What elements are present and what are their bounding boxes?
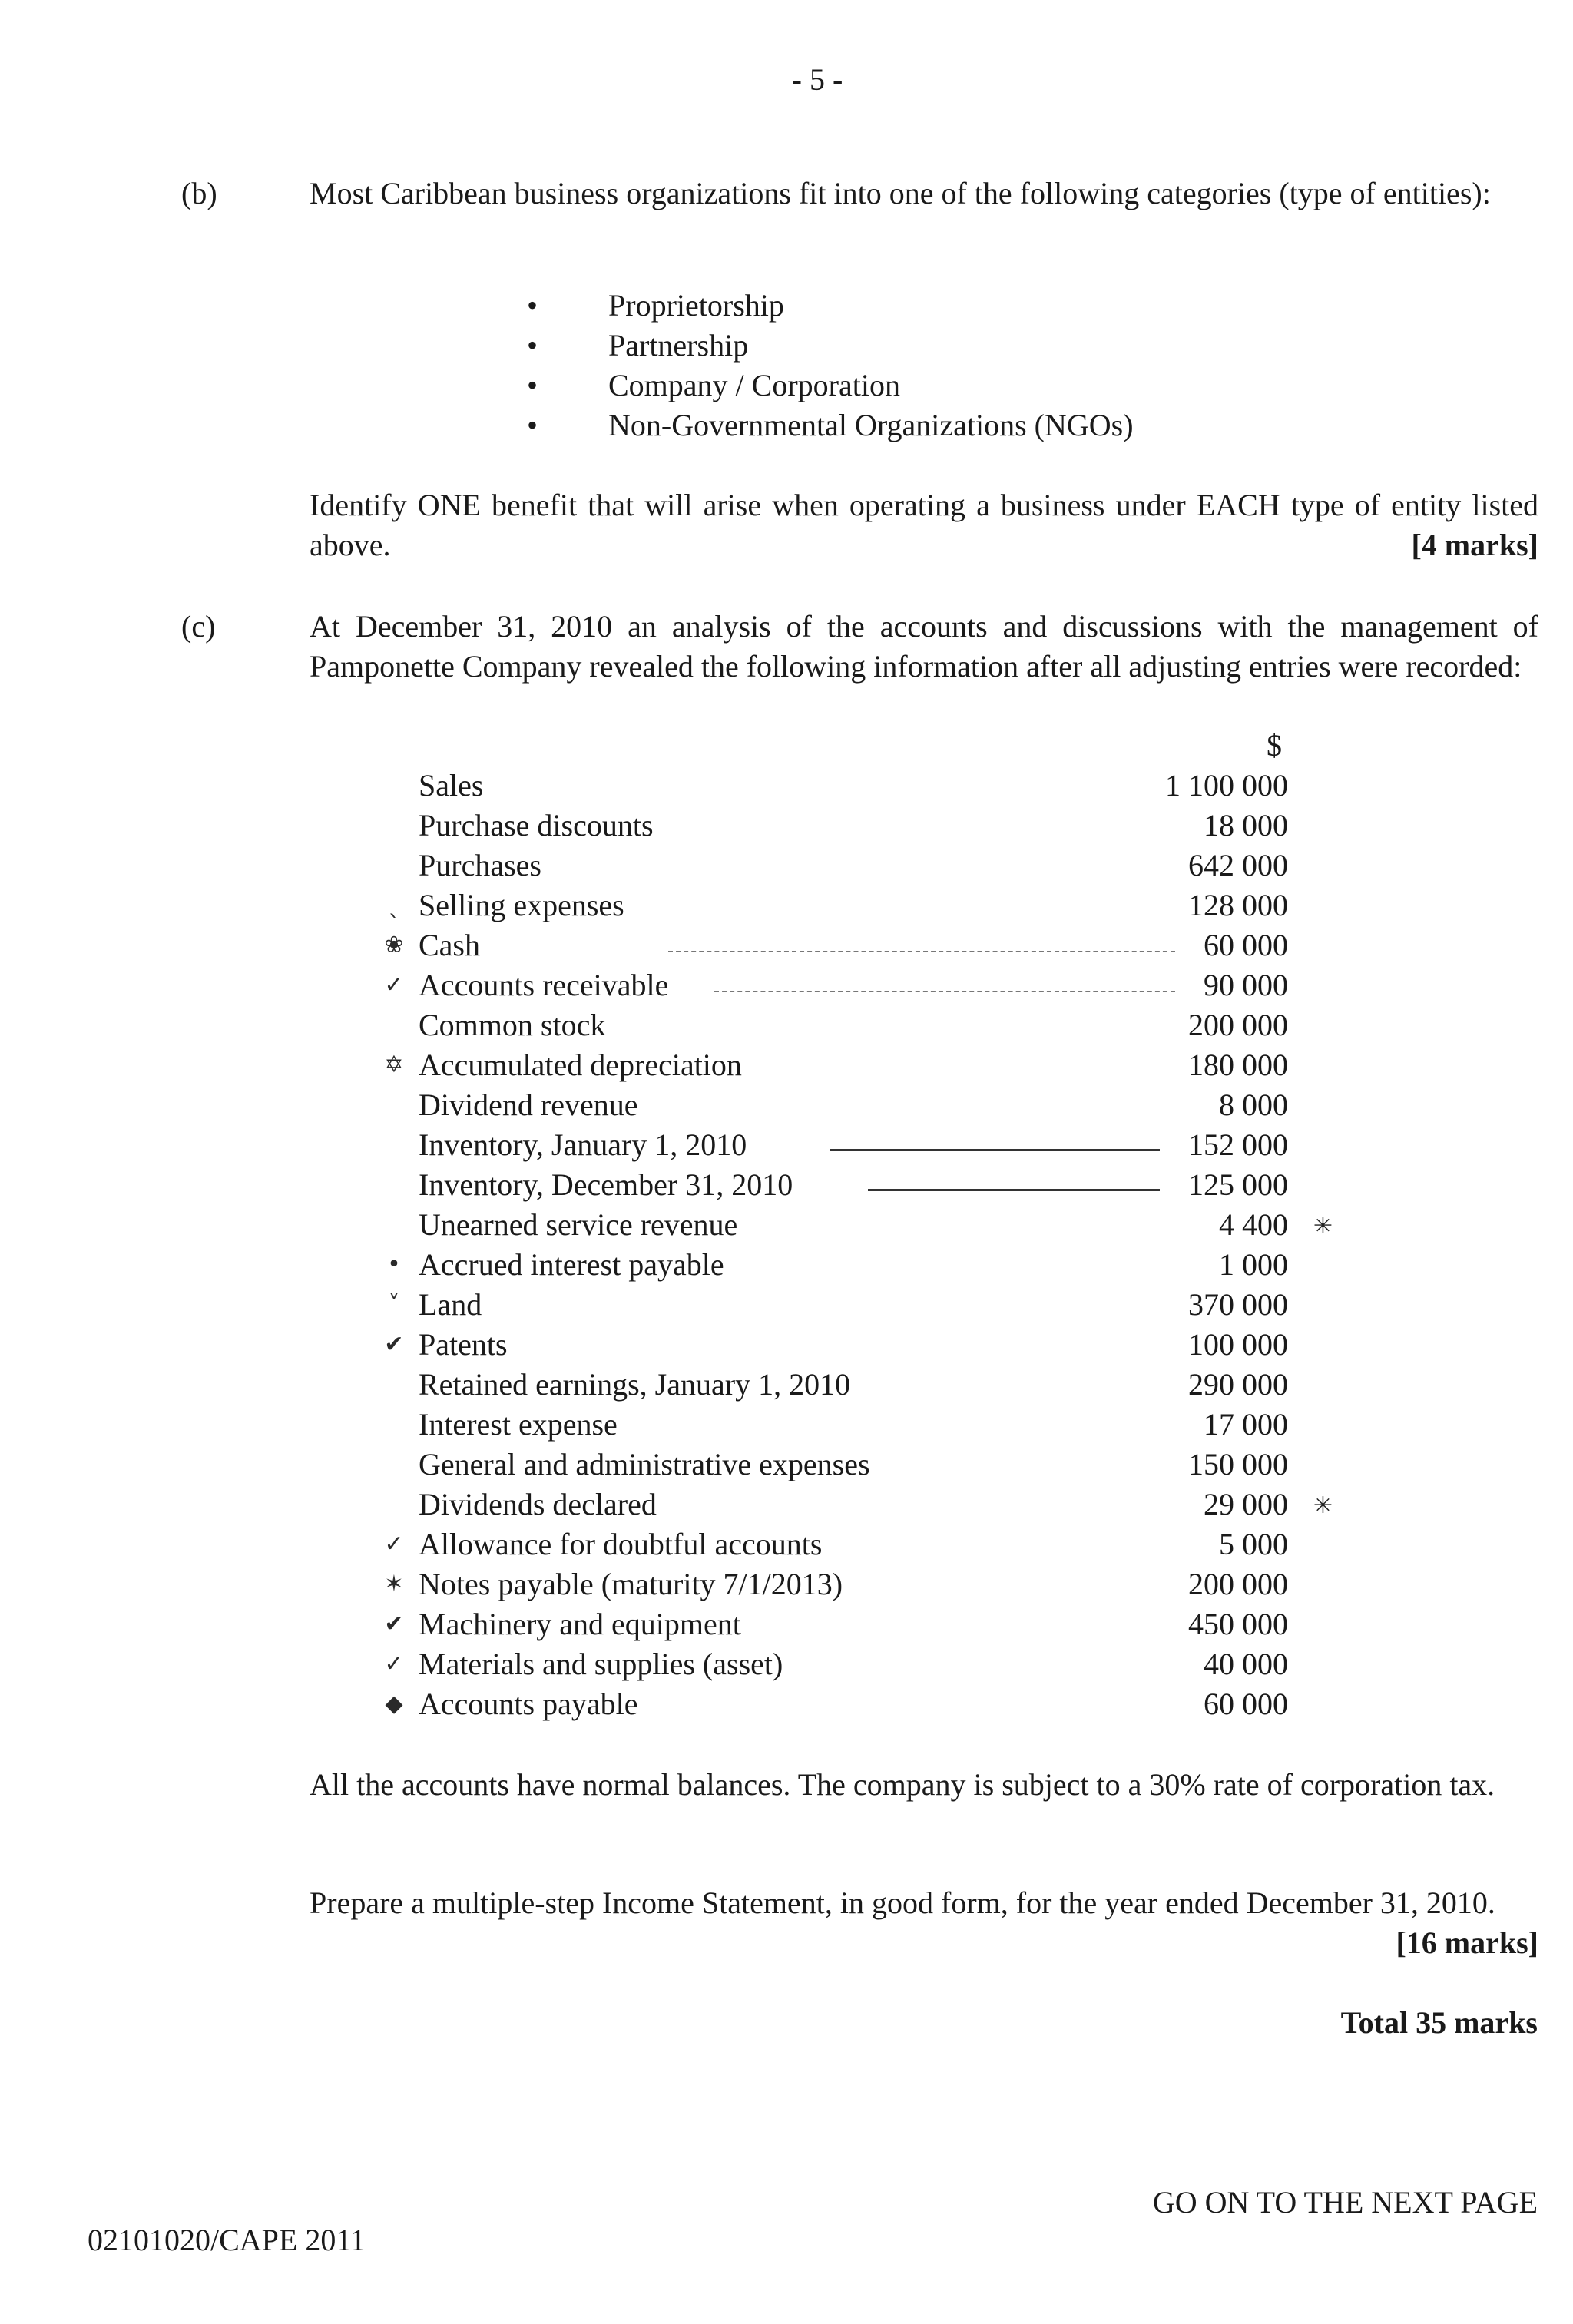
account-amount: 642 000 [1188,848,1288,882]
account-name: Cash [419,928,480,962]
account-amount: 8 000 [1219,1088,1288,1122]
account-row [419,1125,1288,1165]
handwritten-tick-icon: ✡ [384,1051,404,1078]
account-row [419,1445,1288,1485]
account-row [384,1644,1288,1684]
account-amount: 125 000 [1188,1167,1288,1202]
account-name: Sales [419,768,484,803]
handwritten-tick-icon: ◆ [385,1690,403,1717]
handwritten-strike-line [830,1149,1160,1151]
part-c-intro: At December 31, 2010 an analysis of the accounts and discussions with the management of Pamponette Company revealed the following information after all adjusting entries were recorded: [310,609,1538,684]
account-amount: 152 000 [1188,1127,1288,1162]
handwritten-star-icon: ✳ [1313,1213,1333,1240]
handwritten-tick-icon: • [387,1251,401,1278]
account-row [384,1325,1288,1365]
handwritten-tick-icon: ✓ [384,1650,404,1677]
part-b-question: Identify ONE benefit that will arise when operating a business under EACH type of entity listed above. [310,488,1538,562]
account-amount: 60 000 [1204,1687,1288,1721]
account-amount: 180 000 [1188,1048,1288,1082]
account-name: Selling expenses [419,888,624,922]
account-amount: 18 000 [1204,808,1288,843]
account-row [384,1045,1288,1085]
account-amount: 5 000 [1219,1527,1288,1561]
account-row [419,1205,1333,1245]
handwritten-star-icon: ✳ [1313,1492,1333,1519]
handwritten-tick-icon: ✔ [384,1611,404,1637]
account-amount: 60 000 [1204,928,1288,962]
account-row [419,1165,1288,1205]
handwritten-tick-icon: ˎ [388,892,400,919]
entity-item: • Non-Governmental Organizations (NGOs) [527,406,1134,445]
account-name: Accumulated depreciation [419,1048,742,1082]
part-b-question-block [310,485,1538,565]
part-b-label: (b) [181,176,217,210]
handwritten-tick-icon: ✔ [384,1331,404,1358]
handwritten-strike-line [668,951,1175,952]
account-amount: 4 400 [1219,1207,1288,1242]
account-name: Common stock [419,1008,606,1042]
account-amount: 370 000 [1188,1287,1288,1322]
account-row [419,766,1288,806]
handwritten-tick-icon: ✓ [384,972,404,998]
part-c-note: All the accounts have normal balances. The company is subject to a 30% rate of corporation tax. [310,1767,1495,1802]
page-number: - 5 - [791,62,843,97]
account-row [384,1604,1288,1644]
handwritten-tick-icon: ❀ [384,932,404,958]
account-row [419,846,1288,886]
account-row [388,1285,1288,1325]
account-name: Inventory, January 1, 2010 [419,1127,747,1162]
account-name: Allowance for doubtful accounts [419,1527,823,1561]
entity-list [527,286,1134,445]
handwritten-strike-line [714,991,1175,992]
account-amount: 90 000 [1204,968,1288,1002]
account-row [388,886,1288,925]
go-on-next-page: GO ON TO THE NEXT PAGE [1152,2185,1538,2220]
handwritten-strike-line [868,1189,1160,1191]
handwritten-tick-icon: ✶ [384,1571,404,1597]
account-amount: 29 000 [1204,1487,1288,1521]
account-name: Dividends declared [419,1487,657,1521]
account-row [384,965,1288,1005]
part-c-label: (c) [181,609,216,644]
account-name: Notes payable (maturity 7/1/2013) [419,1567,843,1601]
account-name: Dividend revenue [419,1088,638,1122]
account-amount: 128 000 [1188,888,1288,922]
entity-item: • Proprietorship [527,286,1134,326]
account-amount: 17 000 [1204,1407,1288,1442]
account-row [419,1005,1288,1045]
currency-header: $ [1267,728,1282,763]
account-amount: 40 000 [1204,1647,1288,1681]
account-rows [384,766,1333,1724]
account-row [387,1245,1288,1285]
part-b-marks: [4 marks] [1411,528,1538,562]
account-name: Accounts receivable [419,968,669,1002]
part-c-marks: [16 marks] [1396,1925,1538,1960]
handwritten-tick-icon: ✓ [384,1531,404,1558]
account-amount: 150 000 [1188,1447,1288,1481]
account-name: General and administrative expenses [419,1447,870,1481]
account-amount: 200 000 [1188,1567,1288,1601]
account-row [384,1564,1288,1604]
account-name: Retained earnings, January 1, 2010 [419,1367,851,1402]
handwritten-tick-icon: ˅ [388,1291,400,1318]
part-c-task: Prepare a multiple-step Income Statement, in good form, for the year ended December 31, 2010. [310,1885,1495,1920]
part-c-task-block [310,1883,1538,1963]
account-name: Inventory, December 31, 2010 [419,1167,793,1202]
account-row [385,1684,1288,1724]
account-row [419,1485,1333,1525]
account-name: Accrued interest payable [419,1247,724,1282]
account-amount: 1 100 000 [1165,768,1288,803]
account-name: Purchases [419,848,541,882]
account-name: Accounts payable [419,1687,638,1721]
account-row [384,925,1288,965]
account-name: Patents [419,1327,508,1362]
part-b-intro: Most Caribbean business organizations fit into one of the following categories (type of entities): [310,176,1491,210]
account-amount: 200 000 [1188,1008,1288,1042]
account-amount: 1 000 [1219,1247,1288,1282]
account-amount: 290 000 [1188,1367,1288,1402]
account-name: Materials and supplies (asset) [419,1647,783,1681]
entity-item: • Company / Corporation [527,366,1134,406]
entity-item: • Partnership [527,326,1134,366]
account-row [419,1085,1288,1125]
account-name: Purchase discounts [419,808,654,843]
account-row [384,1525,1288,1564]
paper-code: 02101020/CAPE 2011 [88,2223,366,2257]
account-name: Machinery and equipment [419,1607,741,1641]
account-row [419,1365,1288,1405]
account-name: Land [419,1287,482,1322]
account-row [419,1405,1288,1445]
account-balances-table [384,726,1333,1724]
account-amount: 100 000 [1188,1327,1288,1362]
account-name: Unearned service revenue [419,1207,738,1242]
account-name: Interest expense [419,1407,618,1442]
total-marks: Total 35 marks [1340,2005,1538,2040]
account-row [419,806,1288,846]
account-amount: 450 000 [1188,1607,1288,1641]
